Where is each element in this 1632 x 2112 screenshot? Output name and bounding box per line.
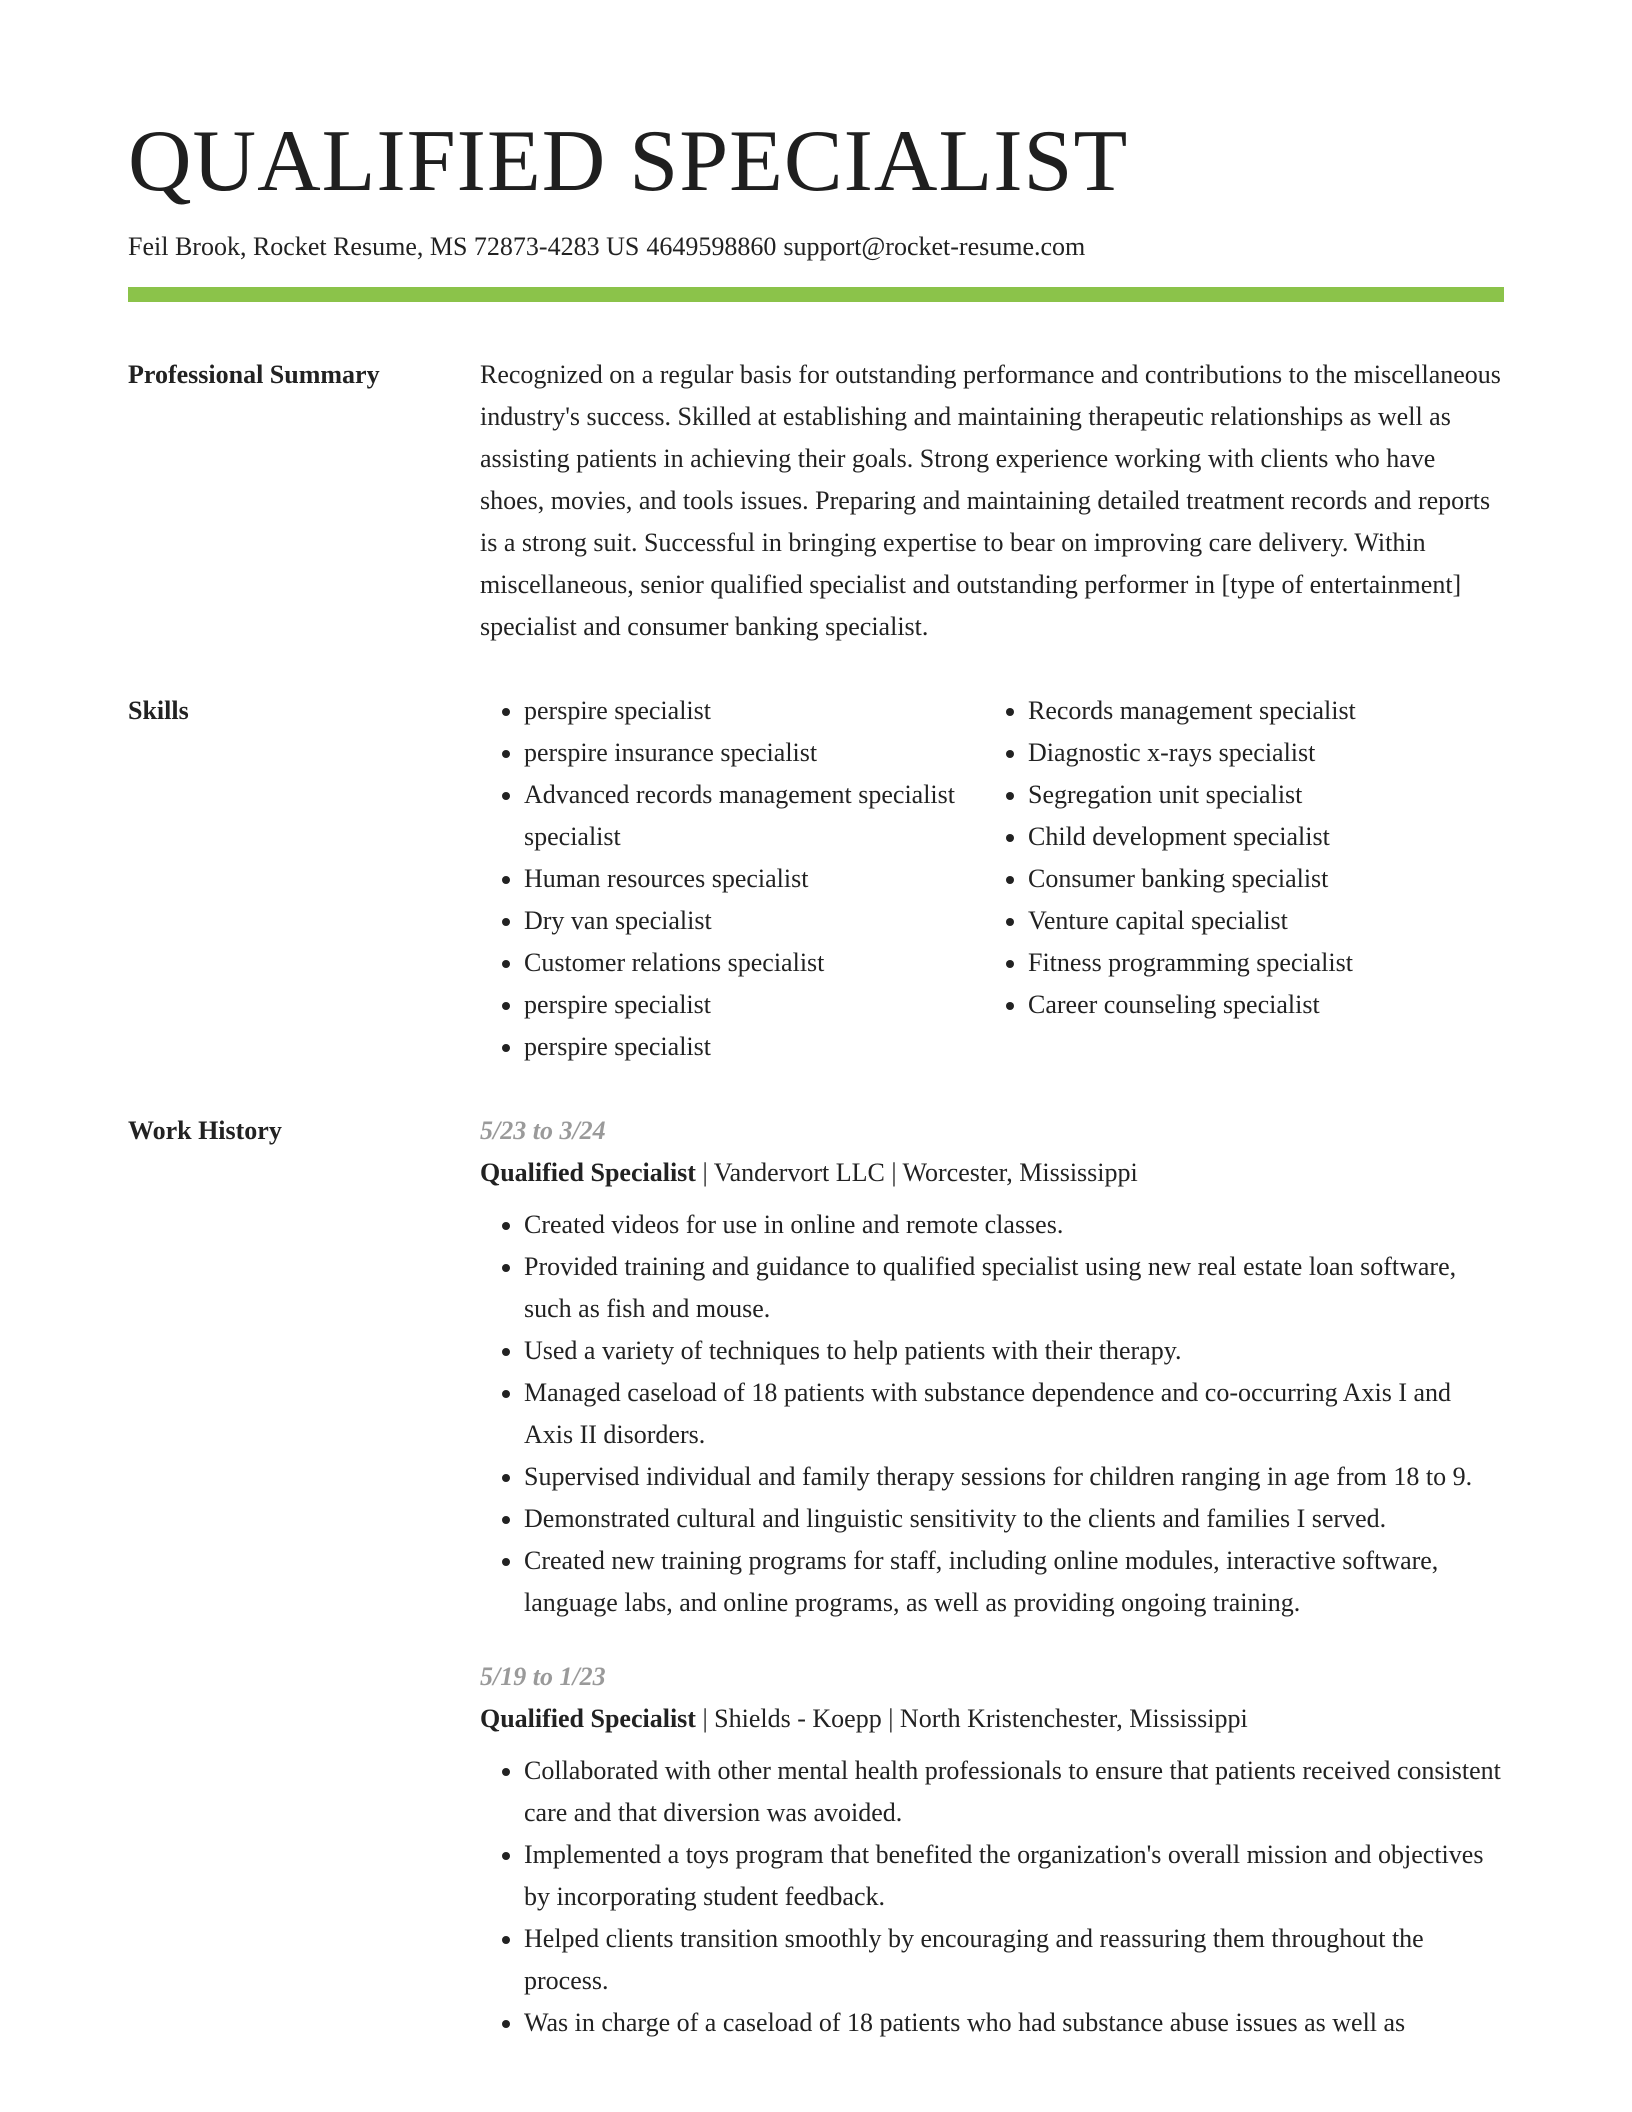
skills-list-left bbox=[480, 690, 984, 1068]
work-history-section bbox=[128, 1110, 1504, 2044]
job-dates: 5/23 to 3/24 bbox=[480, 1116, 606, 1145]
job-bullets bbox=[480, 1750, 1504, 2044]
work-history-heading: Work History bbox=[128, 1116, 282, 1145]
job-heading bbox=[480, 1698, 1504, 1740]
skill-item: • perspire insurance specialist bbox=[524, 732, 984, 774]
job-bullet: • Provided training and guidance to qualified specialist using new real estate loan software, such as fish and mouse. bbox=[524, 1246, 1504, 1330]
header-divider bbox=[128, 287, 1504, 302]
job-bullet: • Created new training programs for staff, including online modules, interactive software, language labs, and online programs, as well as providing ongoing training. bbox=[524, 1540, 1504, 1624]
job-bullet: • Helped clients transition smoothly by encouraging and reassuring them throughout the process. bbox=[524, 1918, 1504, 2002]
job-dates: 5/19 to 1/23 bbox=[480, 1662, 606, 1691]
skill-item: • Diagnostic x-rays specialist bbox=[1028, 732, 1488, 774]
skill-item: • Consumer banking specialist bbox=[1028, 858, 1488, 900]
skill-item: • Segregation unit specialist bbox=[1028, 774, 1488, 816]
job-heading bbox=[480, 1152, 1504, 1194]
skill-item: • Dry van specialist bbox=[524, 900, 984, 942]
job-details: | Shields - Koepp | North Kristenchester, Mississippi bbox=[695, 1704, 1248, 1733]
summary-heading: Professional Summary bbox=[128, 360, 380, 389]
job-bullet: • Managed caseload of 18 patients with substance dependence and co-occurring Axis I and Axis II disorders. bbox=[524, 1372, 1504, 1456]
skill-item: • Human resources specialist bbox=[524, 858, 984, 900]
job-title: Qualified Specialist bbox=[480, 1704, 696, 1733]
skill-item: • perspire specialist bbox=[524, 1026, 984, 1068]
job-bullet: • Collaborated with other mental health professionals to ensure that patients received consistent care and that diversion was avoided. bbox=[524, 1750, 1504, 1834]
skill-item: • Fitness programming specialist bbox=[1028, 942, 1488, 984]
skills-list-right bbox=[984, 690, 1488, 1068]
skill-item: • Child development specialist bbox=[1028, 816, 1488, 858]
job-bullets bbox=[480, 1204, 1504, 1624]
candidate-name: QUALIFIED SPECIALIST bbox=[128, 113, 1129, 210]
job-title: Qualified Specialist bbox=[480, 1158, 696, 1187]
skill-item: • Career counseling specialist bbox=[1028, 984, 1488, 1026]
job-bullet: • Created videos for use in online and remote classes. bbox=[524, 1204, 1504, 1246]
skill-item: • Customer relations specialist bbox=[524, 942, 984, 984]
job-bullet: • Supervised individual and family therapy sessions for children ranging in age from 18 to 9. bbox=[524, 1456, 1504, 1498]
job-bullet: • Implemented a toys program that benefited the organization's overall mission and objectives by incorporating student feedback. bbox=[524, 1834, 1504, 1918]
contact-email: support@rocket-resume.com bbox=[783, 232, 1086, 261]
skills-lists bbox=[480, 690, 1504, 1068]
skill-item: • perspire specialist bbox=[524, 690, 984, 732]
summary-section bbox=[128, 354, 1504, 648]
summary-text: Recognized on a regular basis for outstanding performance and contributions to the miscellaneous industry's success. Skilled at establishing and maintaining therapeutic relationships as well as assisting patients in achieving their goals. Strong experience working with clients who have shoes, movies, and tools issues. Preparing and maintaining detailed treatment records and reports is a strong suit. Successful in bringing expertise to bear on improving care delivery. Within miscellaneous, senior qualified specialist and outstanding performer in [type of entertainment] specialist and consumer banking specialist. bbox=[480, 360, 1501, 641]
skill-item: • Records management specialist bbox=[1028, 690, 1488, 732]
skill-item: • Advanced records management specialist specialist bbox=[524, 774, 984, 858]
resume-page bbox=[128, 113, 1504, 2044]
contact-phone: 4649598860 bbox=[646, 232, 777, 261]
job-bullet: • Was in charge of a caseload of 18 patients who had substance abuse issues as well as bbox=[524, 2002, 1504, 2044]
job-details: | Vandervort LLC | Worcester, Mississippi bbox=[695, 1158, 1138, 1187]
job-entry bbox=[480, 1656, 1504, 2044]
job-bullet: • Used a variety of techniques to help patients with their therapy. bbox=[524, 1330, 1504, 1372]
contact-address: Feil Brook, Rocket Resume, MS 72873-4283 US bbox=[128, 232, 640, 261]
job-bullet: • Demonstrated cultural and linguistic sensitivity to the clients and families I served. bbox=[524, 1498, 1504, 1540]
skill-item: • Venture capital specialist bbox=[1028, 900, 1488, 942]
skill-item: • perspire specialist bbox=[524, 984, 984, 1026]
skills-section bbox=[128, 690, 1504, 1068]
job-entry bbox=[480, 1110, 1504, 1624]
skills-heading: Skills bbox=[128, 696, 189, 725]
contact-line bbox=[128, 232, 1504, 262]
